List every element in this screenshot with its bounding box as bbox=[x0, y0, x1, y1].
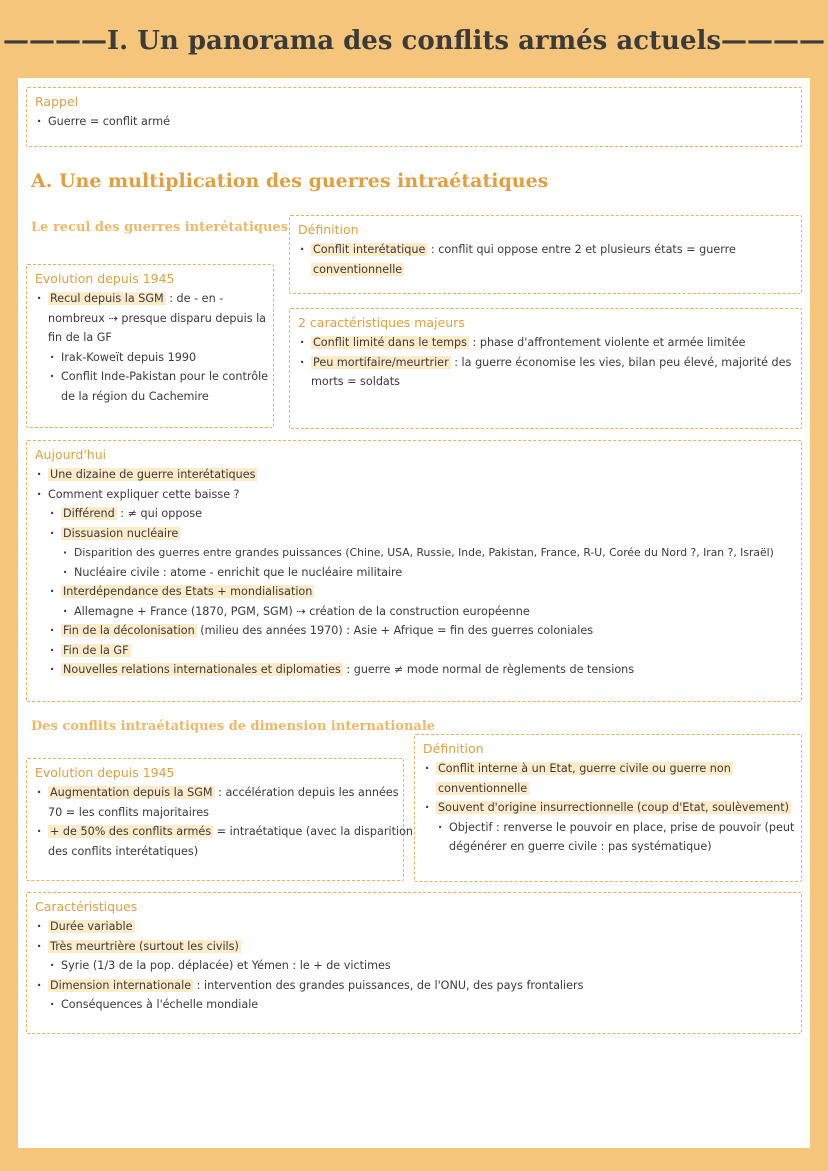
list-item-continuation bbox=[298, 260, 793, 280]
highlight: Nouvelles relations internationales et diplomaties bbox=[63, 663, 341, 676]
list-item bbox=[423, 759, 793, 779]
list-item bbox=[35, 783, 399, 803]
caracteristiques-title: 2 caractéristiques majeurs bbox=[298, 315, 465, 330]
list-item bbox=[48, 660, 793, 680]
evolution-intraetatique-box bbox=[26, 758, 414, 881]
list-item bbox=[423, 798, 793, 818]
highlight: Conflit interne à un Etat, guerre civile ou guerre non bbox=[438, 762, 731, 775]
definition-title: Définition bbox=[423, 741, 484, 756]
definition-title: Définition bbox=[298, 222, 359, 237]
highlight: Très meurtrière (surtout les civils) bbox=[50, 939, 239, 953]
list-item-continuation: morts = soldats bbox=[311, 375, 400, 388]
list-item bbox=[48, 641, 793, 661]
highlight: conventionnelle bbox=[438, 781, 528, 795]
list-item bbox=[48, 524, 793, 544]
list-item bbox=[298, 353, 793, 373]
aujourdhui-title: Aujourd'hui bbox=[35, 447, 107, 462]
list-item: · Objectif : renverse le pouvoir en place, prise de pouvoir (peut bbox=[436, 818, 793, 838]
highlight: Dissuasion nucléaire bbox=[63, 526, 179, 540]
list-item bbox=[35, 289, 265, 309]
note-sheet bbox=[18, 78, 810, 1148]
caracteristiques-title: Caractéristiques bbox=[35, 899, 138, 914]
highlight: Dimension internationale bbox=[50, 978, 192, 992]
list-item: · Conséquences à l'échelle mondiale bbox=[48, 995, 793, 1015]
highlight: Fin de la décolonisation bbox=[63, 624, 195, 637]
caracteristiques-box bbox=[26, 892, 802, 1034]
list-item bbox=[35, 465, 793, 485]
highlight: Souvent d'origine insurrectionnelle (coup d'Etat, soulèvement) bbox=[438, 801, 789, 814]
list-item bbox=[48, 621, 793, 641]
list-item: · Syrie (1/3 de la pop. déplacée) et Yémen : le + de victimes bbox=[48, 956, 793, 976]
highlight: Conflit limité dans le temps bbox=[313, 336, 467, 349]
list-item-continuation: fin de la GF bbox=[48, 331, 112, 344]
list-item-continuation: des conflits interétatiques) bbox=[48, 844, 199, 858]
highlight: Fin de la GF bbox=[63, 643, 129, 657]
list-item-text: : accélération depuis les années bbox=[214, 786, 399, 799]
list-item bbox=[35, 937, 793, 957]
evolution-title: Evolution depuis 1945 bbox=[35, 765, 175, 780]
list-item bbox=[298, 240, 793, 260]
list-item-text: = intraétatique (avec la disparition bbox=[213, 825, 414, 838]
list-item bbox=[298, 333, 793, 353]
highlight: Augmentation depuis la SGM bbox=[50, 786, 213, 799]
list-item-continuation: nombreux ⇢ presque disparu depuis la bbox=[48, 311, 267, 325]
highlight: Recul depuis la SGM bbox=[50, 292, 164, 305]
caracteristiques-majeurs-box bbox=[289, 308, 802, 429]
list-item-text: : la guerre économise les vies, bilan peu élevé, majorité des bbox=[450, 355, 792, 369]
list-item-continuation: de la région du Cachemire bbox=[61, 389, 209, 403]
list-item-text: : guerre ≠ mode normal de règlements de tensions bbox=[342, 663, 635, 676]
list-item bbox=[35, 917, 793, 937]
section-a-title: A. Une multiplication des guerres intraétatiques bbox=[31, 170, 549, 192]
highlight: + de 50% des conflits armés bbox=[50, 825, 212, 838]
highlight: Interdépendance des Etats + mondialisation bbox=[63, 585, 313, 598]
rappel-title: Rappel bbox=[35, 94, 79, 109]
list-item-continuation: 70 = les conflits majoritaires bbox=[48, 805, 209, 819]
subsection-intraetatiques-title: Des conflits intraétatiques de dimension internationale bbox=[31, 719, 436, 734]
list-item: · Conflit Inde-Pakistan pour le contrôle bbox=[48, 367, 265, 387]
list-item bbox=[48, 582, 793, 602]
highlight: Une dizaine de guerre interétatiques bbox=[50, 468, 256, 481]
highlight: Différend bbox=[63, 507, 115, 520]
list-item-text: : conflit qui oppose entre 2 et plusieurs états = guerre bbox=[427, 243, 736, 256]
list-item bbox=[35, 976, 793, 996]
list-item: · Nucléaire civile : atome - enrichit que le nucléaire militaire bbox=[61, 563, 793, 583]
evolution-1945-box bbox=[26, 264, 274, 428]
list-item bbox=[35, 822, 414, 842]
list-item-continuation: dégénérer en guerre civile : pas systématique) bbox=[449, 840, 712, 853]
list-item: · Allemagne + France (1870, PGM, SGM) ⇢ création de la construction européenne bbox=[61, 602, 793, 622]
highlight: Durée variable bbox=[50, 920, 133, 933]
page-title: ————I. Un panorama des conflits armés actuels———— bbox=[2, 26, 826, 56]
evolution-title: Evolution depuis 1945 bbox=[35, 271, 175, 286]
list-item-text: : ≠ qui oppose bbox=[116, 507, 203, 520]
list-item: · Irak-Koweït depuis 1990 bbox=[48, 348, 265, 368]
list-item-text: : phase d'affrontement violente et armée limitée bbox=[468, 336, 746, 349]
list-item-continuation bbox=[423, 779, 793, 799]
list-item: · Disparition des guerres entre grandes puissances (Chine, USA, Russie, Inde, Pakistan, France, R-U, Corée du Nord ?, Iran ?, Israël) bbox=[61, 543, 793, 563]
list-item-text: : intervention des grandes puissances, de l'ONU, des pays frontaliers bbox=[193, 978, 584, 992]
highlight: conventionnelle bbox=[313, 262, 403, 276]
list-item: · Guerre = conflit armé bbox=[35, 112, 793, 132]
rappel-list bbox=[35, 112, 793, 132]
highlight: Peu mortifaire/meurtrier bbox=[313, 355, 449, 369]
list-item: · Comment expliquer cette baisse ? bbox=[35, 485, 793, 505]
list-item-text: : de - en - bbox=[165, 292, 224, 305]
rappel-box bbox=[26, 87, 802, 147]
aujourdhui-box bbox=[26, 440, 802, 702]
definition-intraetatique-box bbox=[414, 734, 802, 882]
definition-interetatique-box bbox=[289, 215, 802, 294]
list-item bbox=[48, 504, 793, 524]
subsection-recul-title: Le recul des guerres interétatiques bbox=[31, 220, 289, 235]
list-item-text: (milieu des années 1970) : Asie + Afrique = fin des guerres coloniales bbox=[196, 624, 594, 637]
highlight: Conflit interétatique bbox=[313, 243, 426, 256]
